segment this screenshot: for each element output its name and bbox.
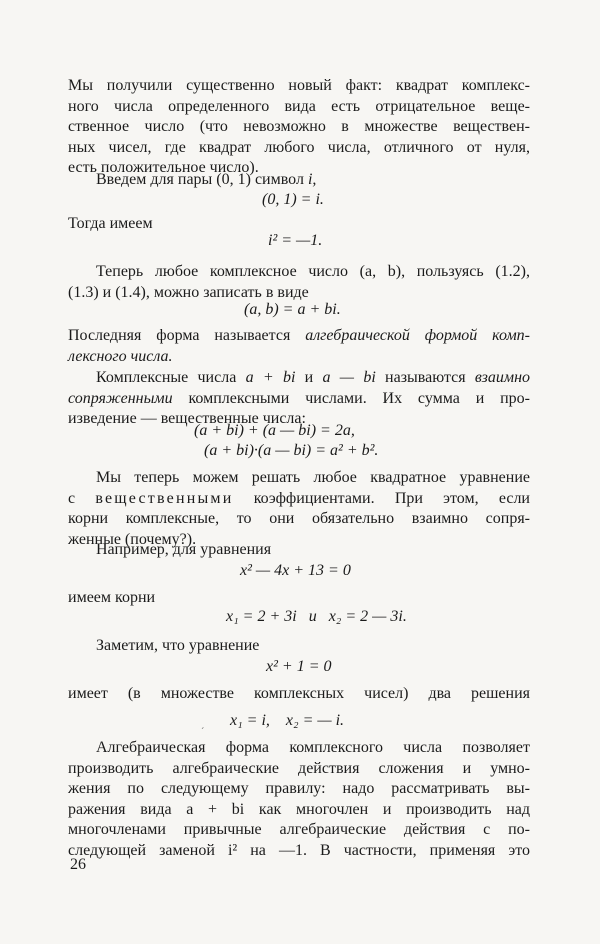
text-line: жения по следующему правилу: надо рассматривать вы- (68, 780, 530, 797)
term: сопряженными (68, 389, 173, 407)
text: Тогда имеем (68, 215, 153, 232)
text: имеем корни (68, 589, 156, 606)
paragraph-11 (68, 684, 530, 705)
math: a — bi (322, 369, 376, 386)
paragraph-7 (68, 468, 530, 550)
formula-3: (a, b) = a + bi. (244, 301, 341, 318)
text: называются (375, 369, 475, 386)
math-symbol: i, (307, 171, 317, 188)
text-line: есть положительное число). (68, 159, 259, 176)
term: взаимно (474, 369, 531, 386)
spaced-text: вещественными (95, 489, 234, 507)
text-line (68, 326, 530, 347)
text: с (68, 489, 96, 507)
formula-4: (a + bi) + (a — bi) = 2a, (194, 422, 355, 439)
formula-6: x² — 4x + 13 = 0 (240, 562, 351, 579)
text-line: ражения вида a + bi как многочлен и производить над (68, 800, 530, 818)
text-line: изведение — вещественные числа: (68, 410, 306, 427)
paragraph-9 (68, 588, 530, 609)
text: коэффициентами. При этом, если (233, 489, 530, 507)
text: Последняя форма называется (68, 327, 306, 344)
text-line: (1.3) и (1.4), можно записать в виде (68, 283, 309, 301)
math: a + bi (245, 369, 296, 386)
text-line: ных чисел, где квадрат любого числа, отличного от нуля, (68, 138, 530, 156)
paragraph-5 (68, 326, 530, 367)
text-line: ственное число (что невозможно в множестве веществен- (68, 118, 530, 135)
formula-2: i² = —1. (268, 232, 323, 249)
scan-mark: ˊ (201, 727, 205, 738)
paragraph-12 (68, 738, 530, 861)
term: лексного числа. (68, 347, 173, 365)
paragraph-4 (68, 262, 530, 303)
text: комплексными числами. Их сумма и про- (172, 389, 530, 407)
paragraph-8 (68, 540, 530, 561)
text-line: производить алгебраические действия сложения и умно- (68, 759, 530, 777)
text-line: следующей заменой i² на —1. В частности, применяя это (68, 841, 530, 859)
text-line (68, 347, 530, 368)
text: Заметим, что уравнение (96, 637, 260, 654)
formula-9: x₁ = i, x₂ = — i. (230, 712, 345, 729)
text-line: Алгебраическая форма комплексного числа позволяет (96, 739, 530, 756)
text-line: Теперь любое комплексное число (a, b), пользуясь (1.2), (96, 263, 530, 280)
text-line: имеет (в множестве комплексных чисел) два решения (68, 685, 530, 702)
text-line (68, 368, 530, 389)
text-line: корни комплексные, то они обязательно взаимно сопря- (68, 510, 530, 527)
text: Например, для уравнения (96, 541, 272, 558)
formula-7: x₁ = 2 + 3i и x₂ = 2 — 3i. (226, 608, 407, 625)
term: алгебраической формой комп- (305, 327, 530, 344)
formula-8: x² + 1 = 0 (266, 658, 332, 675)
text: и (295, 369, 323, 386)
text-line: ного числа определенного вида есть отрицательное веще- (68, 97, 530, 115)
formula-1: (0, 1) = i. (262, 191, 324, 208)
text-line (68, 389, 530, 410)
text-line: многочленами привычные алгебраические действия с по- (68, 821, 530, 838)
paragraph-2 (68, 170, 530, 191)
formula-5: (a + bi)·(a — bi) = a² + b². (204, 442, 379, 459)
paragraph-10 (68, 636, 530, 657)
text-line: Мы получили существенно новый факт: квадрат комплекс- (68, 77, 530, 94)
text-line: Мы теперь можем решать любое квадратное уравнение (96, 469, 530, 486)
text: Введем для пары (0, 1) символ (96, 171, 308, 188)
text-line: женные (почему?). (68, 530, 197, 548)
paragraph-1 (68, 76, 530, 179)
text-line (68, 489, 530, 510)
text: Комплексные числа (96, 369, 246, 386)
page-number: 26 (70, 856, 86, 873)
